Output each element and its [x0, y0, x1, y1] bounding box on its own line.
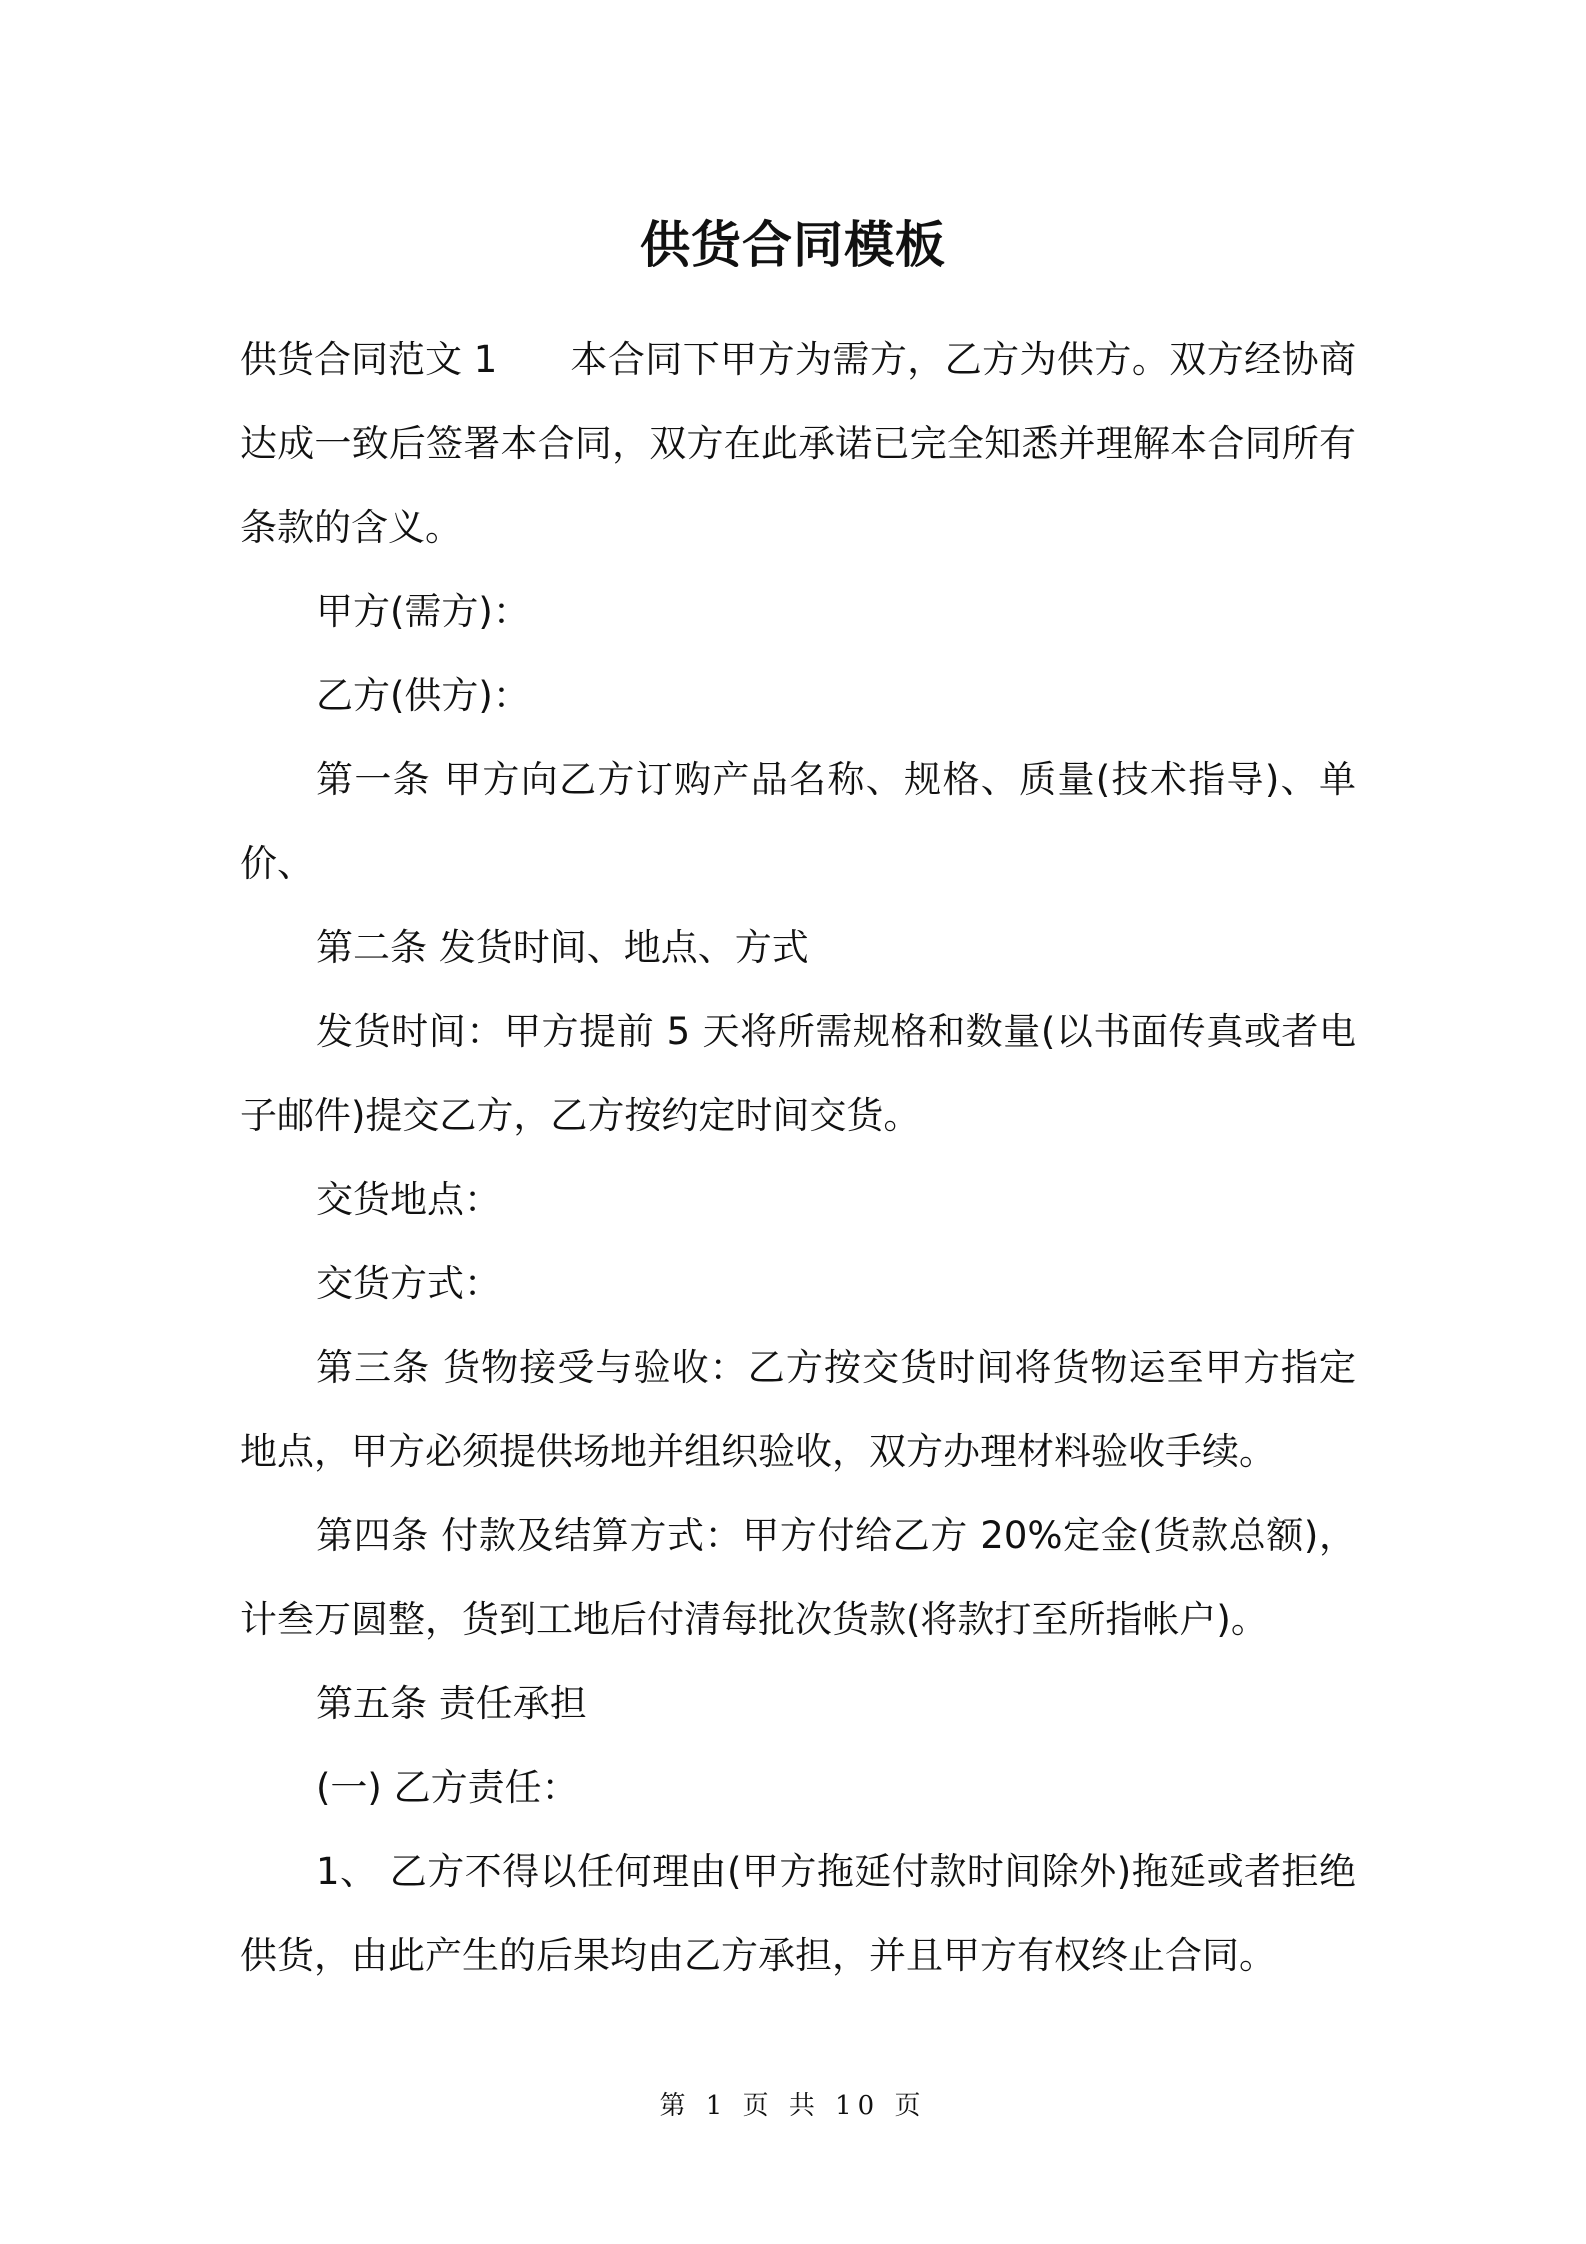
article-3: 第三条 货物接受与验收：乙方按交货时间将货物运至甲方指定地点，甲方必须提供场地并组织验收，双方办理材料验收手续。 [240, 1346, 1356, 1473]
article-2: 第二条 发货时间、地点、方式 [316, 926, 809, 969]
document-title: 供货合同模板 [640, 216, 946, 274]
article-1: 第一条 甲方向乙方订购产品名称、规格、质量(技术指导)、单价、 [240, 758, 1356, 885]
page-footer: 第 1 页 共 10 页 [659, 2091, 927, 2121]
article-4: 第四条 付款及结算方式：甲方付给乙方 20%定金(货款总额)，计叁万圆整，货到工地后付清每批次货款(将款打至所指帐户)。 [240, 1514, 1356, 1641]
party-a-line: 甲方(需方)： [316, 590, 530, 633]
delivery-method: 交货方式： [316, 1262, 501, 1305]
intro-heading: 供货合同范文 1 [240, 338, 498, 381]
intro-paragraph [240, 318, 1356, 570]
article-5: 第五条 责任承担 [316, 1682, 587, 1725]
party-b-responsibility-heading: (一) 乙方责任： [316, 1766, 579, 1809]
delivery-time: 发货时间：甲方提前 5 天将所需规格和数量(以书面传真或者电子邮件)提交乙方，乙方按约定时间交货。 [240, 1010, 1356, 1137]
document-body [240, 318, 1356, 1998]
responsibility-item-1: 1、 乙方不得以任何理由(甲方拖延付款时间除外)拖延或者拒绝供货，由此产生的后果均由乙方承担，并且甲方有权终止合同。 [240, 1850, 1356, 1977]
party-b-line: 乙方(供方)： [316, 674, 530, 717]
intro-text: 本合同下甲方为需方，乙方为供方。双方经协商达成一致后签署本合同，双方在此承诺已完全知悉并理解本合同所有条款的含义。 [240, 338, 1356, 549]
delivery-location: 交货地点： [316, 1178, 501, 1221]
